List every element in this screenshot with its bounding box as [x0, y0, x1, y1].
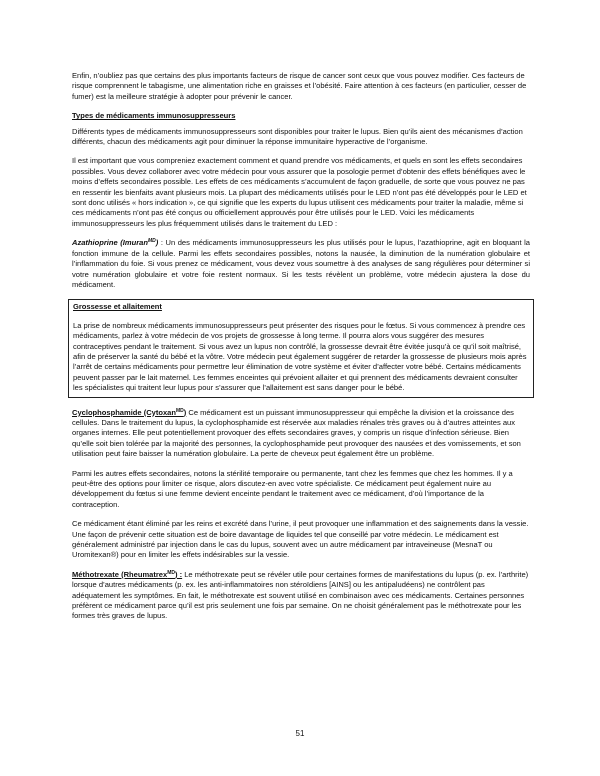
pregnancy-breastfeeding-box [68, 299, 534, 397]
methotrexate-close: ) : [174, 569, 183, 579]
methotrexate-text: Le méthotrexate peut se révéler utile pour certaines formes de manifestations du lupus (p. ex. l’arthrite) lorsque d’autres médicaments (p. ex. les anti-inflammatoires non stéroïdiens [AINS] ou les antipaludéens) ne contrôlent pas adéquatement les symptômes. En fait, le méthotrexate est souvent utilisé en combinaison avec ces médicaments. Certaines personnes préfèrent ce médicament parce qu’il est pris seulement une fois par semaine. On ne choisit généralement pas le méthotrexate pour les formes très graves de lupus. [72, 569, 529, 621]
page-number: 51 [295, 729, 305, 738]
cyclophosphamide-trademark: MD [176, 407, 184, 414]
pregnancy-heading: Grossesse et allaitement [73, 302, 162, 312]
immunosuppressants-paragraph-2: Il est important que vous compreniez exactement comment et quand prendre vos médicaments, et quels en sont les effets secondaires possibles. Vous devez collaborer avec votre médecin pour vous assurer que la posologie permet d’obtenir des effets bénéfiques avec le moins d’effets secondaires possible. Les effets de ces médicaments s’accumulent de façon graduelle, de sorte que vous pouvez ne pas en ressentir les bienfaits avant plusieurs mois. La plupart des médicaments utilisés pour le LED n’ont pas été développés pour le LED et sont donc utilisés « hors indication », ce qui signifie que les experts du lupus utilisent ces médicaments pour traiter la maladie, même si ces médicaments n’ont pas été conçus ou officiellement approuvés pour être utilisés pour le LED. Voici les médicaments immunosuppresseurs les plus fréquemment utilisés dans le traitement du LED : [72, 156, 527, 228]
cyclophosphamide-paragraph-2: Parmi les autres effets secondaires, notons la stérilité temporaire ou permanente, tant chez les femmes que chez les hommes. Il y a peut-être des options pour limiter ce risque, alors discutez-en avec votre spécialiste. Ce médicament peut également nuire au développement du fœtus si une femme devient enceinte pendant le traitement avec ce médicament, d’où l’importance de la contraception. [72, 468, 513, 509]
methotrexate-paragraph [72, 570, 530, 622]
section-heading-immunosuppressants: Types de médicaments immunosuppresseurs [72, 111, 236, 121]
document-body [72, 71, 530, 631]
cyclophosphamide-close: ) [183, 407, 187, 417]
intro-paragraph: Enfin, n’oubliez pas que certains des plus importants facteurs de risque de cancer sont ceux que vous pouvez modifier. Ces facteurs de risque comprennent le tabagisme, une alimentation riche en graisses et l’obésité. Faire attention à ces facteurs (en particulier, cesser de fumer) est la meilleure stratégie à adopter pour prévenir le cancer. [72, 71, 527, 101]
azathioprine-close: ) [155, 238, 159, 248]
azathioprine-name: Azathioprine (Imuran [72, 238, 148, 248]
immunosuppressants-paragraph-1: Différents types de médicaments immunosuppresseurs sont disponibles pour traiter le lupus. Bien qu’ils aient des mécanismes d’action différents, chacun des médicaments agit pour diminuer la réponse immunitaire hyperactive de l’organisme. [72, 126, 523, 147]
azathioprine-text: : Un des médicaments immunosuppresseurs les plus utilisés pour le lupus, l’azathioprine, agit en bloquant la fonction immune de la cellule. Parmi les effets secondaires possibles, notons la nausée, la diminution de la numération globulaire et l’inflammation du foie. Si vous prenez ce médicament, vous devez vous soumettre à des analyses de sang régulières pour déterminer si votre numération globulaire et votre foie restent normaux. Si les tests révèlent un problème, votre médecin ajustera la dose du médicament. [72, 238, 530, 289]
methotrexate-name: Méthotrexate (Rheumatrex [72, 569, 168, 579]
cyclophosphamide-term [72, 408, 186, 417]
cyclophosphamide-name: Cyclophosphamide (Cytoxan [72, 407, 176, 417]
cyclophosphamide-paragraph-1 [72, 408, 530, 460]
cyclophosphamide-text: Ce médicament est un puissant immunosuppresseur qui empêche la division et la croissance des cellules. Dans le traitement du lupus, la cyclophosphamide est réservée aux maladies rénales très graves ou à d’autres atteintes aux organes internes. Elle peut potentiellement provoquer des effets secondaires graves, y compris un risque d’infection sérieuse. Bien qu’elle soit bien tolérée par la majorité des personnes, la cyclophosphamide peut provoquer des nausées et des vomissements, et son utilisation peut faire baisser la numération globulaire. La perte de cheveux peut également être un problème. [72, 407, 521, 459]
azathioprine-trademark: MD [147, 238, 156, 245]
methotrexate-term [72, 570, 182, 579]
methotrexate-trademark: MD [167, 569, 175, 576]
pregnancy-text: La prise de nombreux médicaments immunosuppresseurs peut présenter des risques pour le fœtus. Si vous commencez à prendre ces médicaments, parlez à votre médecin de vos projets de grossesse à long terme. Il pourra alors vous suggérer des mesures contraceptives pendant le traitement. Si vous avez un lupus non contrôlé, la grossesse devrait être évitée jusqu’à ce qu’il soit maîtrisé, afin de préserver la santé du bébé et la vôtre. Votre médecin peut également suggérer de retarder la grossesse de plusieurs mois après l’arrêt de certains médicaments pour permettre leur élimination de votre système et éviter d’affecter votre bébé. Certains médicaments peuvent passer par le lait maternel. Les femmes enceintes qui prévoient allaiter et qui prennent des médicaments devraient consulter les spécialistes qui traitent leur lupus pour s’assurer que l’allaitement est sans danger pour le bébé. [73, 320, 527, 393]
cyclophosphamide-paragraph-3: Ce médicament étant éliminé par les reins et excrété dans l’urine, il peut provoquer une inflammation et des saignements dans la vessie. Une façon de prévenir cette situation est de boire davantage de liquides tel que conseillé par votre médecin. Le médicament est généralement administré par injection dans le cas du lupus, souvent avec un autre médicament par intraveineuse (MesnaT ou Uromitexan®) pour en limiter les effets indésirables sur la vessie. [72, 519, 529, 560]
azathioprine-paragraph [72, 238, 530, 290]
azathioprine-term [72, 238, 158, 247]
